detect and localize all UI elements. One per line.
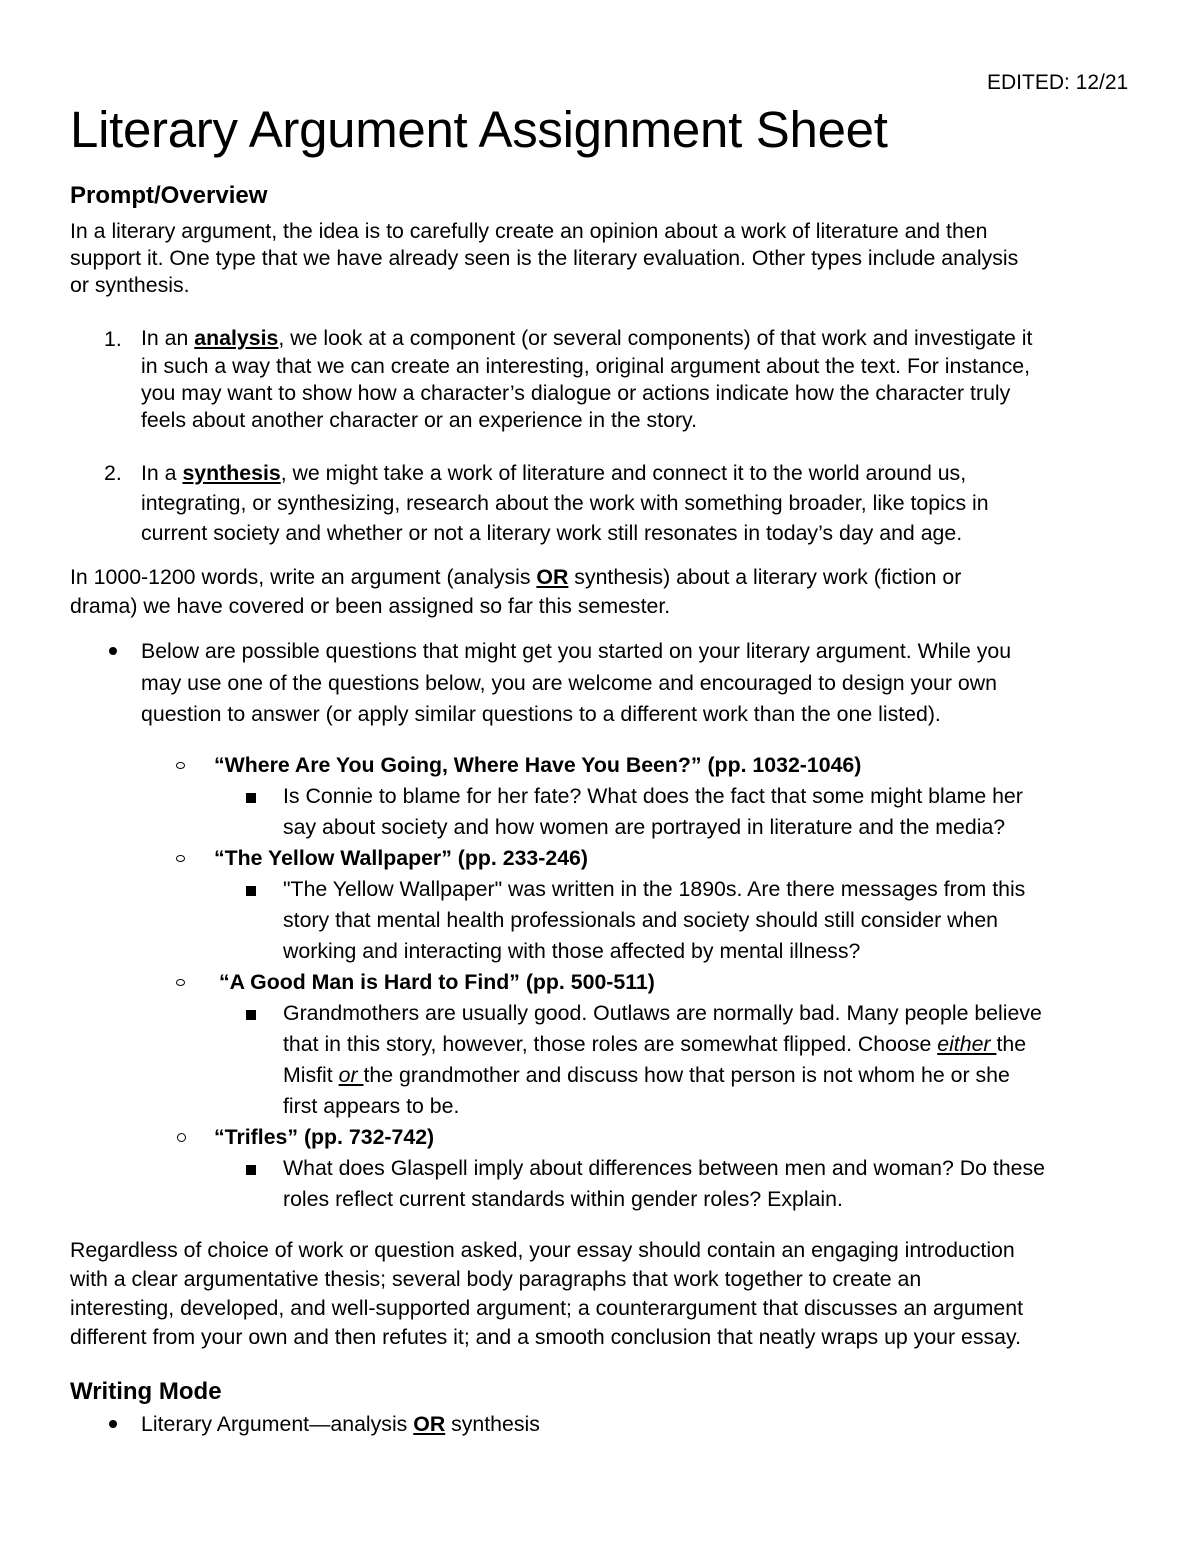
square-bullet-icon [246, 793, 256, 803]
page-title: Literary Argument Assignment Sheet [70, 101, 888, 158]
question-line: story that mental health professionals and society should still consider when [283, 908, 999, 932]
work-title: “A Good Man is Hard to Find” (pp. 500-511) [219, 970, 655, 994]
question-line: roles reflect current standards within gender roles? Explain. [283, 1187, 843, 1211]
circle-bullet-icon [176, 979, 185, 986]
intro-line: or synthesis. [70, 273, 190, 297]
list-number: 2. [104, 461, 122, 485]
bullet-icon [109, 1420, 117, 1428]
bullet-line: may use one of the questions below, you are welcome and encouraged to design your own [141, 671, 997, 695]
square-bullet-icon [246, 1165, 256, 1175]
list-number: 1. [104, 327, 122, 351]
either-emphasis: either [937, 1032, 997, 1056]
edited-date: EDITED: 12/21 [987, 71, 1129, 94]
bullet-line: question to answer (or apply similar questions to a different work than the one listed). [141, 702, 941, 726]
intro-line: support it. One type that we have already seen is the literary evaluation. Other types include analysis [70, 246, 1019, 270]
question-line: say about society and how women are portrayed in literature and the media? [283, 815, 1006, 839]
or-italic-emphasis: or [338, 1063, 364, 1087]
synthesis-term: synthesis [182, 461, 281, 485]
circle-bullet-icon [176, 762, 185, 769]
question-line: that in this story, however, those roles are somewhat flipped. Choose either the [283, 1032, 1027, 1056]
square-bullet-icon [246, 1010, 256, 1020]
bullet-icon [109, 647, 117, 655]
question-line: Is Connie to blame for her fate? What does the fact that some might blame her [283, 784, 1023, 808]
question-line: "The Yellow Wallpaper" was written in the 1890s. Are there messages from this [283, 877, 1026, 901]
question-line: What does Glaspell imply about differences between men and woman? Do these [283, 1156, 1045, 1180]
prompt-heading: Prompt/Overview [70, 182, 268, 209]
question-line: working and interacting with those affected by mental illness? [283, 939, 861, 963]
closing-line: Regardless of choice of work or question asked, your essay should contain an engaging introduction [70, 1238, 1015, 1262]
task-line: In 1000-1200 words, write an argument (analysis OR synthesis) about a literary work (fiction or [70, 565, 962, 589]
or-emphasis: OR [536, 565, 569, 589]
closing-line: with a clear argumentative thesis; several body paragraphs that work together to create an [70, 1267, 922, 1291]
work-title: “The Yellow Wallpaper” (pp. 233-246) [214, 846, 588, 870]
task-line: drama) we have covered or been assigned so far this semester. [70, 594, 671, 618]
question-line: Misfit or the grandmother and discuss how that person is not whom he or she [283, 1063, 1010, 1087]
list-item-line: integrating, or synthesizing, research about the work with something broader, like topics in [141, 491, 989, 515]
list-item-line: you may want to show how a character’s dialogue or actions indicate how the character truly [141, 381, 1011, 405]
circle-bullet-icon [177, 1133, 186, 1142]
list-item-synthesis-line: In a synthesis, we might take a work of literature and connect it to the world around us, [141, 461, 967, 485]
bullet-line: Below are possible questions that might get you started on your literary argument. While you [141, 639, 1012, 663]
list-item-line: feels about another character or an experience in the story. [141, 408, 698, 432]
list-item-line: in such a way that we can create an interesting, original argument about the text. For instance, [141, 354, 1031, 378]
closing-line: interesting, developed, and well-supported argument; a counterargument that discusses an argument [70, 1296, 1024, 1320]
list-item-line: current society and whether or not a literary work still resonates in today’s day and age. [141, 521, 963, 545]
writing-mode-heading: Writing Mode [70, 1378, 222, 1405]
analysis-term: analysis [194, 326, 279, 350]
intro-line: In a literary argument, the idea is to carefully create an opinion about a work of literature and then [70, 219, 988, 243]
work-title: “Where Are You Going, Where Have You Been?” (pp. 1032-1046) [214, 753, 862, 777]
writing-mode-item: Literary Argument—analysis OR synthesis [141, 1412, 540, 1436]
square-bullet-icon [246, 886, 256, 896]
work-title: “Trifles” (pp. 732-742) [214, 1125, 435, 1149]
question-line: Grandmothers are usually good. Outlaws are normally bad. Many people believe [283, 1001, 1042, 1025]
list-item-analysis-line: In an analysis, we look at a component (or several components) of that work and investigate it [141, 326, 1033, 350]
question-line: first appears to be. [283, 1094, 460, 1118]
closing-line: different from your own and then refutes it; and a smooth conclusion that neatly wraps up your essay. [70, 1325, 1021, 1349]
or-emphasis: OR [413, 1412, 446, 1436]
circle-bullet-icon [176, 855, 185, 862]
